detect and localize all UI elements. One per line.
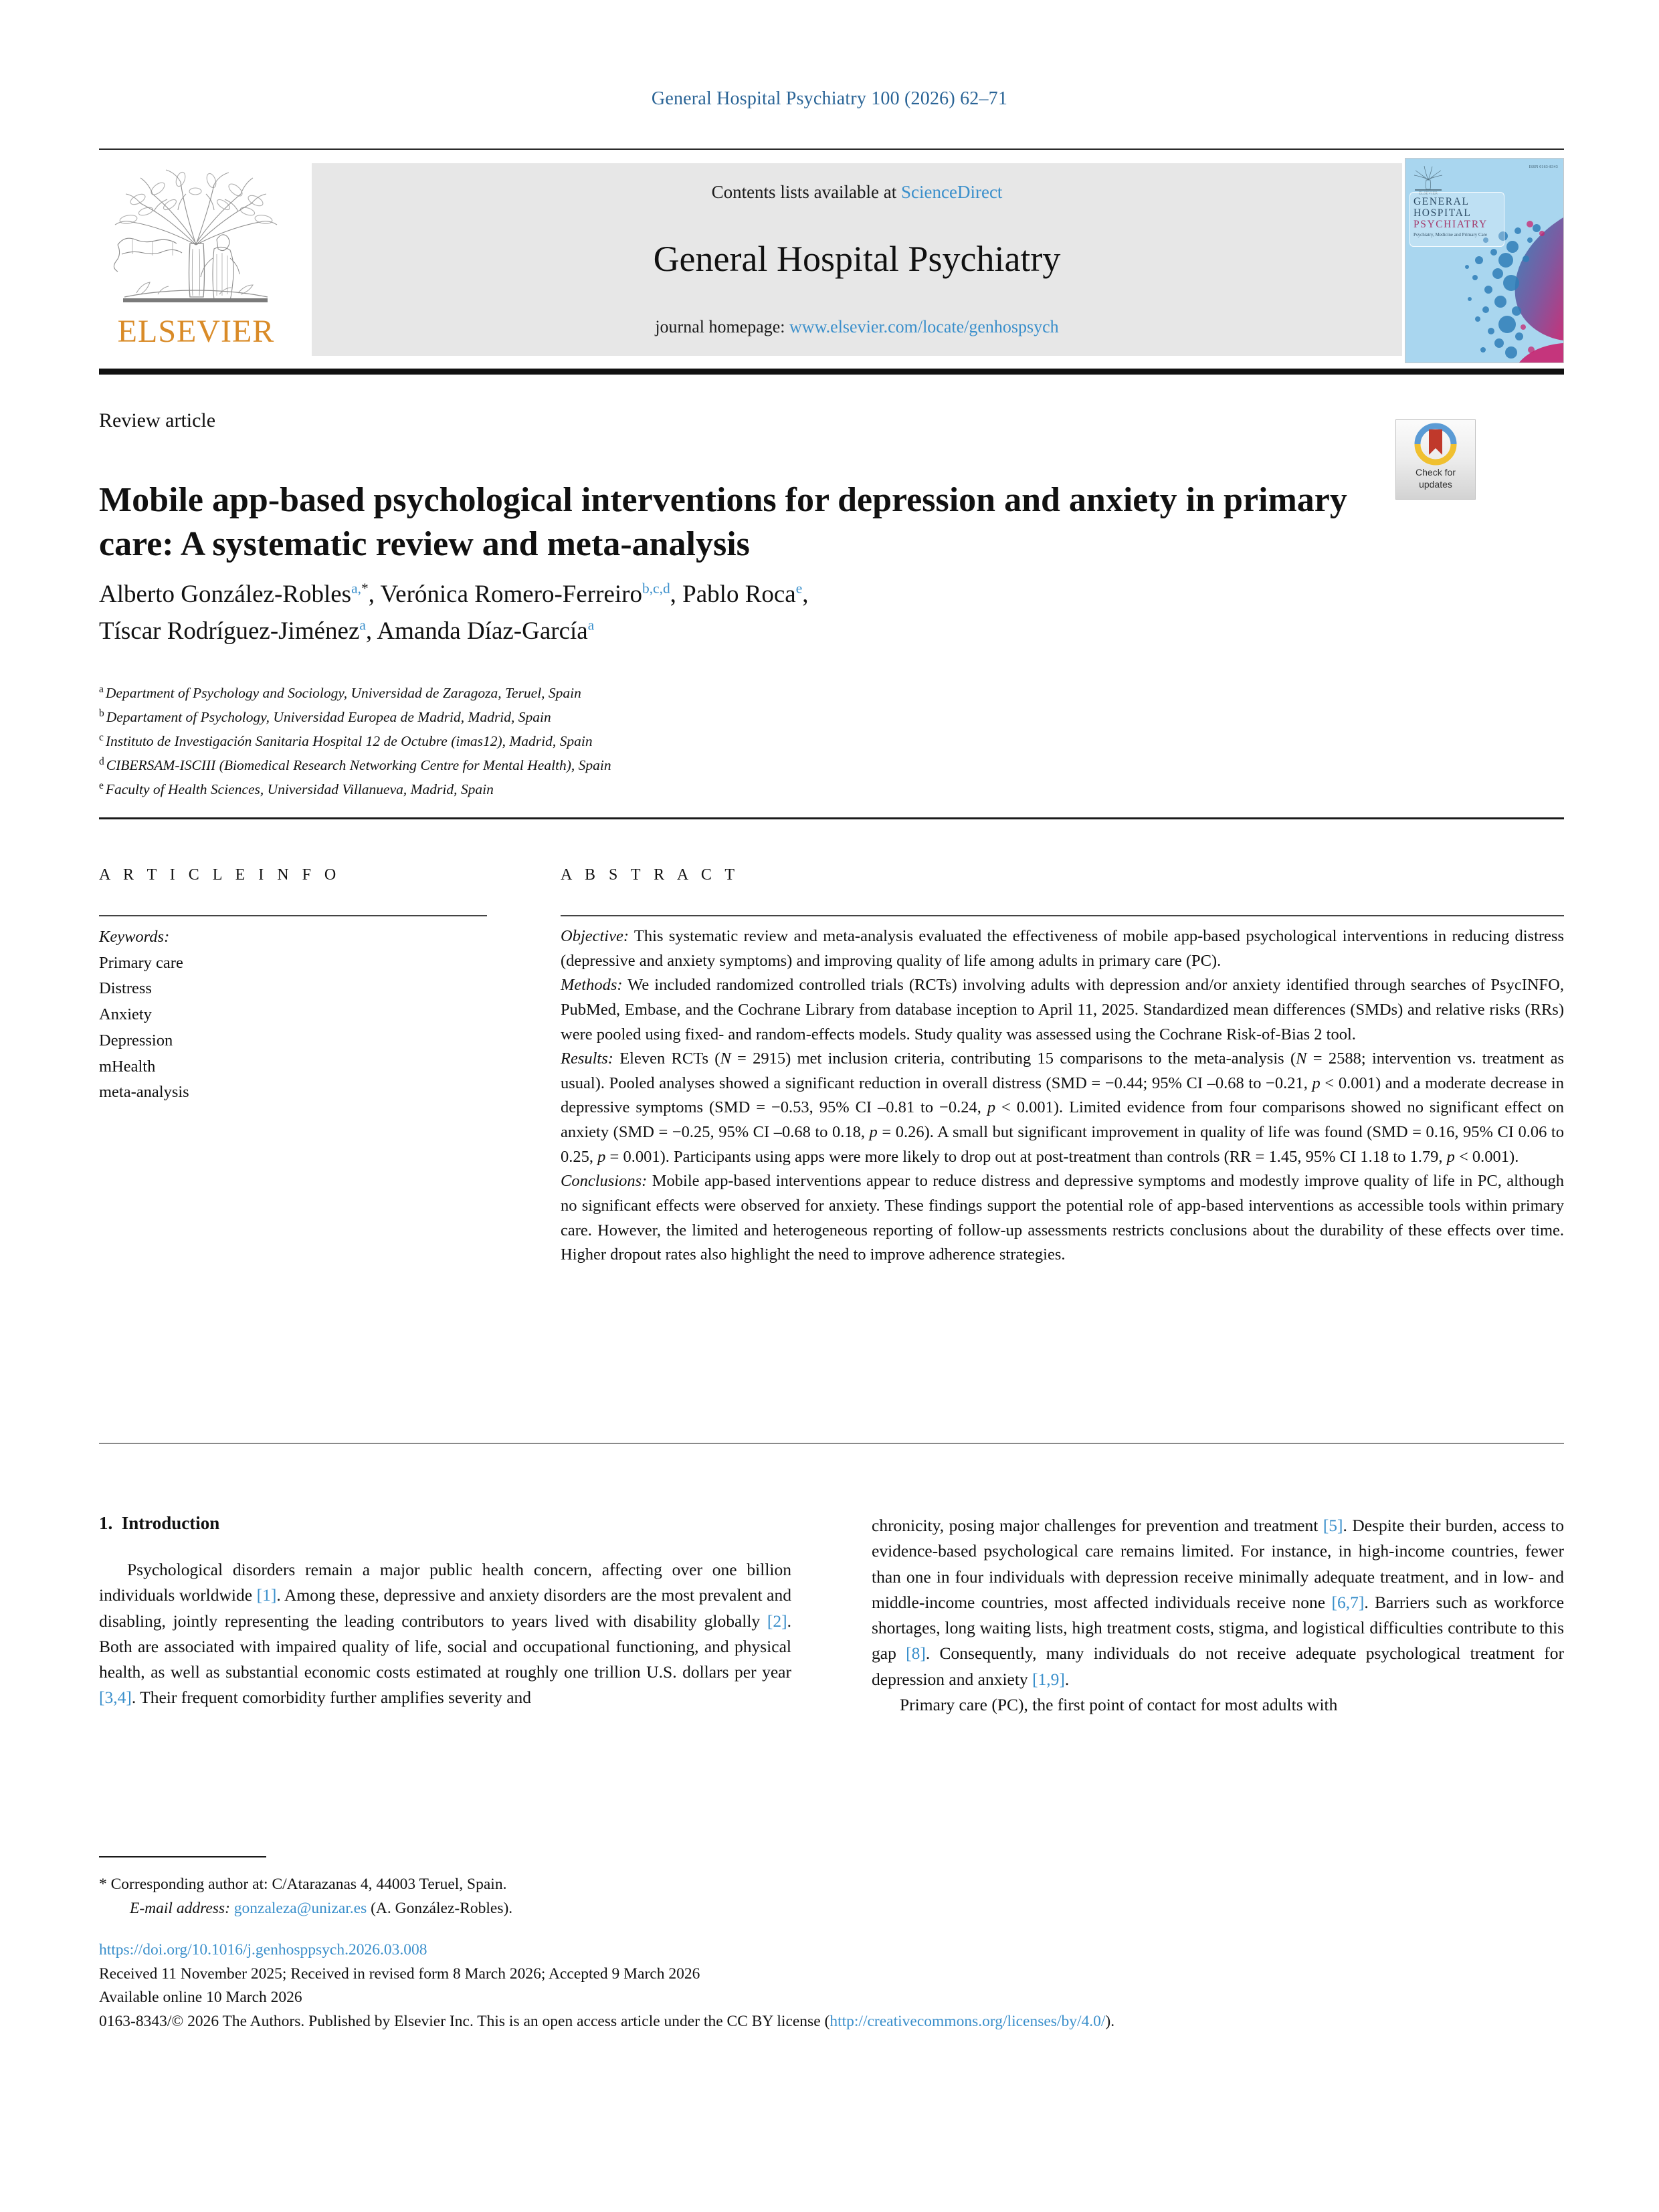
abstract-conclusions [561,1169,1564,1268]
email-note [99,1897,835,1921]
citation-ref[interactable]: [3,4] [99,1688,132,1708]
body-text: . [1064,1669,1070,1689]
crossmark-text [1396,467,1475,490]
affiliation-item [99,681,1236,705]
publication-metadata-block [99,1938,1571,2034]
abstract-results-p5: p [1446,1147,1455,1166]
crossmark-icon [1396,420,1475,467]
abstract-objective-text: This systematic review and meta-analysis evaluated the effectiveness of mobile app-based psychological interventions in reducing distress (depressive and anxiety symptoms) and improving quality of life among adults in primary care (PC). [561,927,1564,970]
journal-masthead [99,158,1564,359]
affiliation-marker: c [99,731,104,743]
copyright-line [99,2010,1571,2034]
email-suffix: (A. González-Robles). [367,1899,513,1917]
cover-issn: ISSN 0163-8343 [1529,165,1558,169]
email-link[interactable]: gonzaleza@unizar.es [233,1899,367,1917]
cover-title-line3: PSYCHIATRY [1413,219,1488,230]
body-paragraph [872,1513,1564,1692]
keyword-item: meta-analysis [99,1083,189,1102]
body-text: . Despite their burden, access to evidence-based psychological care remains limited. For instance, in high-income countries, fewer than one in four individuals with depression receive minimally adequate treatment, and in low- and middle-income countries, most affected individuals receive none [872,1516,1565,1612]
masthead-band [312,163,1402,356]
abstract-results-t6: = 0.26). A small but significant improvement in quality of life was found (SMD = 0.16, 95% CI 0.06 to 0.25, [561,1123,1564,1166]
cover-subtitle: Psychiatry, Medicine and Primary Care [1413,232,1488,237]
author-1-affil-marker: a, [351,580,361,597]
email-label: E-mail address: [130,1899,230,1917]
abstract-results-t4: < 0.001) and a moderate decrease in depressive symptoms (SMD = −0.53, 95% CI –0.81 to −0.24, [561,1074,1564,1117]
body-text: chronicity, posing major challenges for prevention and treatment [872,1516,1323,1535]
abstract-bottom-rule [99,1443,1564,1444]
article-info-rule [99,915,487,916]
affiliation-text: Faculty of Health Sciences, Universidad Villanueva, Madrid, Spain [105,781,494,798]
cover-elsevier-logo [1412,163,1444,195]
page-title: Mobile app-based psychological interventions for depression and anxiety in primary care: A systematic review and meta-analysis [99,480,1347,564]
abstract-body [561,924,1564,1268]
doi-link[interactable]: https://doi.org/10.1016/j.genhosppsych.2026.03.008 [99,1941,427,1958]
abstract-results-p2: p [987,1098,996,1117]
affiliation-marker: e [99,779,104,791]
cover-title-line2: HOSPITAL [1413,207,1472,219]
abstract-results-p3: p [869,1123,878,1141]
body-text: . Consequently, many individuals do not receive adequate psychological treatment for depression and anxiety [872,1643,1564,1689]
affiliation-text: Departament of Psychology, Universidad Europea de Madrid, Madrid, Spain [106,709,551,726]
abstract-results-t2: = 2915) met inclusion criteria, contributing 15 comparisons to the meta-analysis ( [730,1049,1296,1068]
author-3: , Pablo Roca [670,581,796,608]
section-title: Introduction [121,1513,220,1533]
affiliation-item [99,753,1236,777]
body-column-right [872,1513,1564,1718]
keyword-item: Depression [99,1031,173,1049]
citation-ref[interactable]: [8] [906,1643,926,1664]
abstract-results-n1: N [720,1049,731,1068]
contents-list-line [312,182,1402,203]
copyright-suffix: ). [1105,2013,1115,2031]
section-heading-introduction [99,1513,219,1534]
copyright-prefix: 0163-8343/© 2026 The Authors. Published by Elsevier Inc. This is an open access article under the CC BY license ( [99,2013,830,2031]
received-dates: Received 11 November 2025; Received in revised form 8 March 2026; Accepted 9 March 2026 [99,1965,700,1983]
body-paragraph [99,1557,791,1711]
abstract-methods [561,973,1564,1047]
author-separator: , [802,581,809,608]
body-text: . Among these, depressive and anxiety disorders are the most prevalent and disabling, jointly representing the leading contributors to years lived with disability globally [99,1585,792,1631]
abstract-results [561,1047,1564,1169]
keywords-label: Keywords: [99,928,170,946]
affiliation-list [99,681,1236,801]
sciencedirect-link[interactable]: ScienceDirect [901,182,1003,202]
article-info-heading: A R T I C L E I N F O [99,866,341,884]
affiliation-text: Department of Psychology and Sociology, Universidad de Zaragoza, Teruel, Spain [105,685,581,702]
author-5: , Amanda Díaz-García [365,617,588,645]
cover-title-line1: GENERAL [1413,196,1470,207]
author-1-corresponding-marker: * [361,580,369,597]
body-text: . Both are associated with impaired quality of life, social and occupational functioning, and physical health, as well as substantial economic costs estimated at roughly one trillion U.S. dollars per year [99,1611,791,1682]
abstract-results-t8: < 0.001). [1454,1147,1519,1166]
affiliation-item [99,729,1236,753]
abstract-conclusions-label: Conclusions: [561,1172,648,1191]
article-type-label: Review article [99,409,216,431]
corresponding-author-note [99,1873,835,1897]
journal-title: General Hospital Psychiatry [653,239,1061,279]
body-column-left [99,1557,791,1711]
affiliation-marker: d [99,755,104,767]
body-text: Psychological disorders remain a major public health concern, affecting over one billion individuals worldwide [99,1560,791,1605]
running-head: General Hospital Psychiatry 100 (2026) 62–71 [651,88,1008,109]
abstract-results-n2: N [1296,1049,1307,1068]
citation-ref[interactable]: [1,9] [1032,1669,1065,1689]
masthead-bottom-rule [99,369,1564,375]
affiliation-text: Instituto de Investigación Sanitaria Hospital 12 de Octubre (imas12), Madrid, Spain [105,733,593,750]
keyword-item: Primary care [99,953,183,972]
abstract-results-t5: < 0.001). Limited evidence from four comparisons showed no significant effect on anxiety (SMD = −0.25, 95% CI –0.68 to 0.18, [561,1098,1564,1141]
keywords-block [99,924,500,1106]
author-2-affil-marker: b,c,d [642,580,670,597]
abstract-methods-text: We included randomized controlled trials (RCTs) involving adults with depression and/or anxiety identified through searches of PsycINFO, PubMed, Embase, and the Cochrane Library from database inception to April 11, 2025. Standardized mean differences (SMDs) and relative risks (RRs) were pooled using fixed- and random-effects models. Study quality was assessed using the Cochrane Risk-of-Bias 2 tool. [561,976,1564,1043]
homepage-prefix: journal homepage: [655,317,790,336]
citation-ref[interactable]: [1] [256,1585,277,1605]
author-4: Tíscar Rodríguez-Jiménez [99,617,360,645]
abstract-results-t1: Eleven RCTs ( [613,1049,720,1068]
section-number: 1. [99,1513,113,1533]
citation-ref[interactable]: [5] [1323,1516,1343,1535]
abstract-conclusions-text: Mobile app-based interventions appear to reduce distress and depressive symptoms and modestly improve quality of life in PC, although no significant effects were observed for anxiety. These findings support the potential role of app-based interventions as accessible tools within primary care. However, the limited and heterogeneous reporting of follow-up assessments restricts conclusions about the durability of these effects over time. Higher dropout rates also highlight the need to improve adherence strategies. [561,1172,1564,1264]
body-text: Primary care (PC), the first point of contact for most adults with [900,1694,1338,1714]
footnote-star: * [99,1876,107,1893]
abstract-objective-label: Objective: [561,927,629,945]
abstract-results-t3: = 2588; intervention vs. treatment as usual). Pooled analyses showed a significant reduction in overall distress (SMD = −0.44; 95% CI –0.68 to −0.21, [561,1049,1565,1092]
keyword-item: mHealth [99,1057,156,1076]
footnote-block [99,1873,835,1920]
author-5-affil-marker: a [587,617,595,633]
author-3-affil-marker: e [795,580,803,597]
keyword-item: Anxiety [99,1005,152,1024]
author-4-affil-marker: a [359,617,366,633]
affiliation-item [99,777,1236,801]
footnote-rule [99,1856,266,1857]
citation-ref[interactable]: [2] [767,1611,787,1631]
body-text: . Barriers such as workforce shortages, long waiting lists, high treatment costs, stigma, and logistical difficulties contribute to this gap [872,1592,1565,1664]
affiliation-text: CIBERSAM-ISCIII (Biomedical Research Networking Centre for Mental Health), Spain [106,757,611,774]
author-2: , Verónica Romero-Ferreiro [368,581,642,608]
affiliation-marker: b [99,707,104,719]
author-list [99,577,1437,650]
elsevier-wordmark: ELSEVIER [117,314,275,349]
masthead-top-rule [99,148,1564,150]
abstract-results-p4: p [597,1147,606,1166]
affiliation-item [99,705,1236,729]
license-link[interactable]: http://creativecommons.org/licenses/by/4.0/ [830,2013,1106,2031]
crossmark-line1: Check for [1416,467,1456,478]
contents-prefix: Contents lists available at [711,182,902,202]
abstract-objective [561,924,1564,973]
journal-homepage-line [312,317,1402,337]
body-paragraph [872,1692,1564,1718]
available-online: Available online 10 March 2026 [99,1989,302,2007]
abstract-top-rule [99,817,1564,819]
crossmark-line2: updates [1419,478,1452,490]
journal-homepage-link[interactable]: www.elsevier.com/locate/genhospsych [789,317,1059,336]
abstract-results-p1: p [1312,1074,1321,1092]
body-text: . Their frequent comorbidity further amplifies severity and [131,1688,532,1708]
abstract-results-label: Results: [561,1049,613,1068]
corresponding-author-text: Corresponding author at: C/Atarazanas 4, 44003 Teruel, Spain. [106,1876,507,1893]
crossmark-badge[interactable] [1395,419,1476,500]
abstract-methods-label: Methods: [561,976,623,995]
keyword-item: Distress [99,979,152,998]
affiliation-marker: a [99,684,104,695]
citation-ref[interactable]: [6,7] [1331,1592,1365,1612]
abstract-results-t7: = 0.001). Participants using apps were more likely to drop out at post-treatment than controls (RR = 1.45, 95% CI 1.18 to 1.79, [605,1147,1447,1166]
journal-cover-thumbnail [1405,158,1564,363]
abstract-heading: A B S T R A C T [561,866,740,884]
svg-text:ELSEVIER: ELSEVIER [1418,191,1438,195]
abstract-rule [561,915,1564,916]
author-1: Alberto González-Robles [99,581,352,608]
